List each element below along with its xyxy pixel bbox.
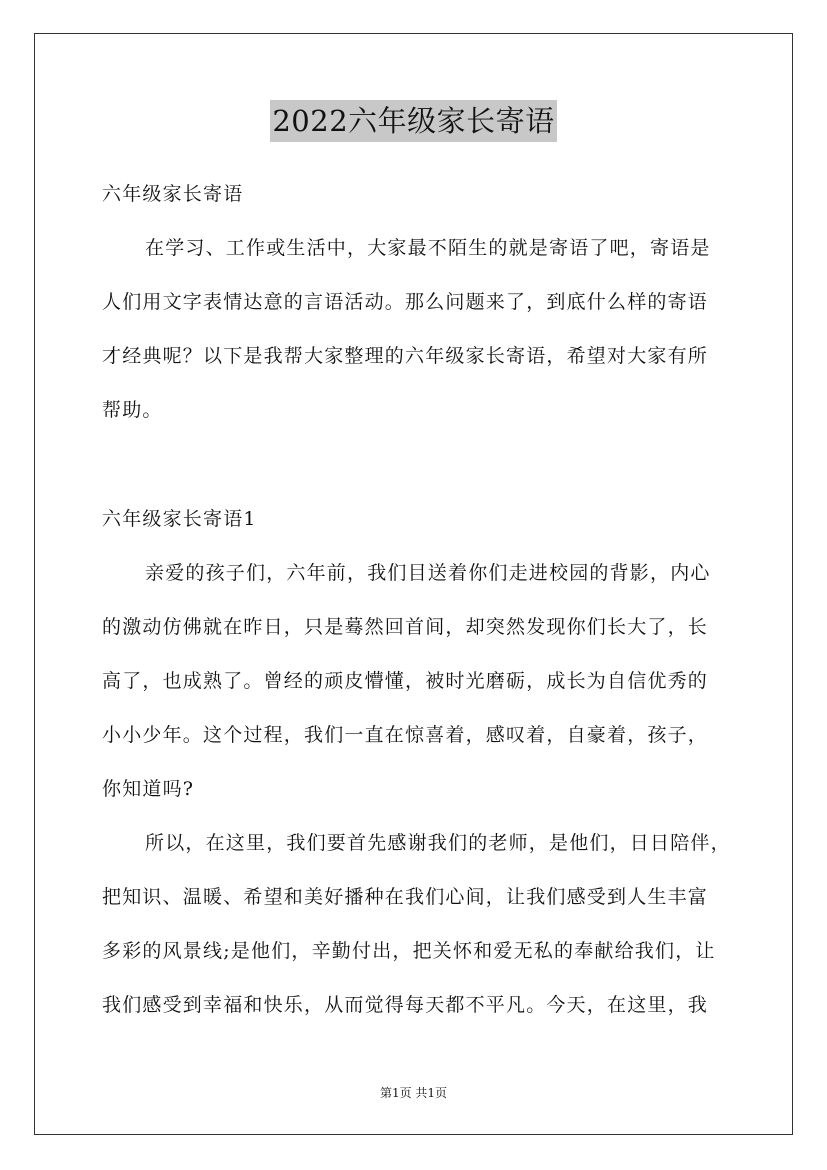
para1-line-3: 高了，也成熟了。曾经的顽皮懵懂，被时光磨砺，成长为自信优秀的 <box>102 670 709 692</box>
subtitle: 六年级家长寄语 <box>102 183 244 205</box>
intro-line-3: 才经典呢？以下是我帮大家整理的六年级家长寄语，希望对大家有所 <box>102 345 709 367</box>
para2-line-4: 我们感受到幸福和快乐，从而觉得每天都不平凡。今天，在这里，我 <box>102 994 709 1016</box>
para1-line-1: 亲爱的孩子们，六年前，我们目送着你们走进校园的背影，内心 <box>145 562 711 584</box>
para1-line-4: 小小少年。这个过程，我们一直在惊喜着，感叹着，自豪着，孩子， <box>102 724 709 746</box>
title-wrap <box>0 100 827 142</box>
para1-line-2: 的激动仿佛就在昨日，只是蓦然回首间，却突然发现你们长大了，长 <box>102 616 709 638</box>
para1-line-5: 你知道吗? <box>102 778 195 800</box>
section-heading: 六年级家长寄语1 <box>102 508 257 530</box>
intro-line-2: 人们用文字表情达意的言语活动。那么问题来了，到底什么样的寄语 <box>102 291 709 313</box>
para2-line-3: 多彩的风景线;是他们，辛勤付出，把关怀和爱无私的奉献给我们，让 <box>102 940 716 962</box>
intro-line-1: 在学习、工作或生活中，大家最不陌生的就是寄语了吧，寄语是 <box>145 237 711 259</box>
intro-line-4: 帮助。 <box>102 399 163 421</box>
para2-line-2: 把知识、温暖、希望和美好播种在我们心间，让我们感受到人生丰富 <box>102 886 709 908</box>
para2-line-1: 所以，在这里，我们要首先感谢我们的老师，是他们，日日陪伴， <box>145 832 731 854</box>
document-title: 2022六年级家长寄语 <box>270 100 556 142</box>
page-footer: 第1页 共1页 <box>379 1086 448 1100</box>
